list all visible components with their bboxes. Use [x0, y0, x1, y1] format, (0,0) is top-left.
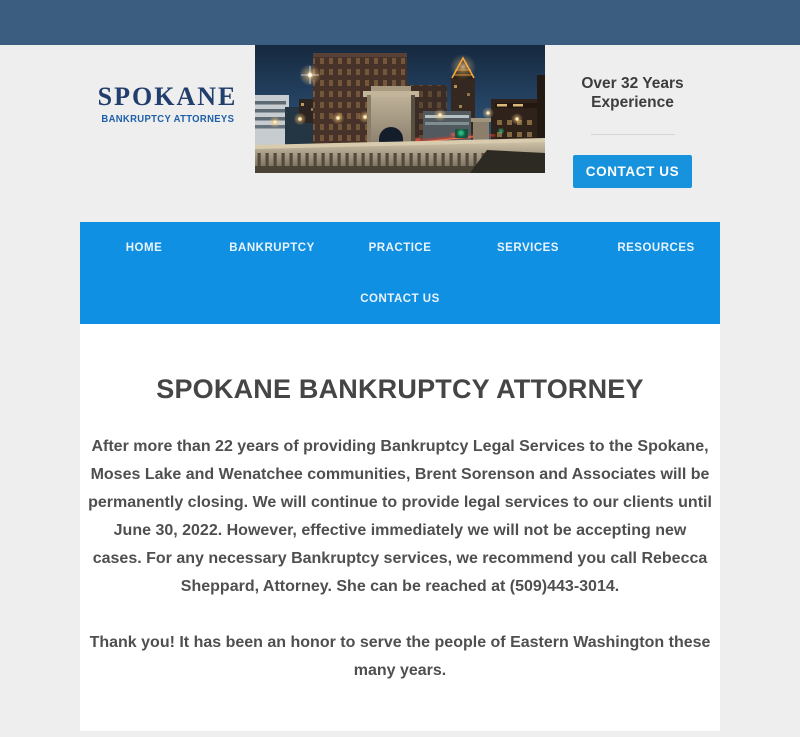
spokane-night-cityscape-image	[255, 45, 545, 173]
experience-text	[581, 75, 683, 112]
site-logo[interactable]	[80, 45, 255, 222]
header-cta-area	[545, 45, 720, 222]
logo-tagline: BANKRUPTCY ATTORNEYS	[101, 113, 234, 125]
experience-line1: Over 32 Years	[581, 75, 684, 92]
nav-item-contact-us[interactable]: CONTACT US	[360, 292, 440, 305]
nav-row-primary	[80, 222, 720, 273]
experience-line2: Experience	[591, 93, 674, 111]
main-navigation	[80, 222, 720, 324]
closing-announcement-paragraph: After more than 22 years of providing Bankruptcy Legal Services to the Spokane, Moses Lake and Wenatchee communities, Brent Sorenson and Associates will be permanently closing. We will continue to provide legal services to our clients until June 30, 2022. However, effective immediately we will not be accepting new cases. For any necessary Bankruptcy services, we recommend you call Rebecca Sheppard, Attorney. She can be reached at (509)443-3014.	[88, 438, 712, 595]
top-accent-bar	[0, 0, 800, 45]
thank-you-paragraph: Thank you! It has been an honor to serve the people of Eastern Washington these many years.	[89, 634, 711, 679]
nav-item-resources[interactable]: RESOURCES	[617, 241, 695, 254]
nav-item-practice[interactable]: PRACTICE	[368, 241, 432, 254]
header-divider	[591, 134, 675, 135]
header-photo	[255, 45, 545, 173]
main-content	[80, 324, 720, 731]
site-header	[80, 45, 720, 222]
nav-item-services[interactable]: SERVICES	[497, 241, 559, 254]
logo-name: SPOKANE	[97, 82, 238, 111]
nav-row-secondary	[80, 273, 720, 324]
contact-us-button[interactable]: CONTACT US	[573, 155, 693, 188]
nav-item-bankruptcy[interactable]: BANKRUPTCY	[229, 241, 315, 254]
page-title: SPOKANE BANKRUPTCY ATTORNEY	[156, 374, 644, 404]
nav-item-home[interactable]: HOME	[125, 241, 163, 254]
